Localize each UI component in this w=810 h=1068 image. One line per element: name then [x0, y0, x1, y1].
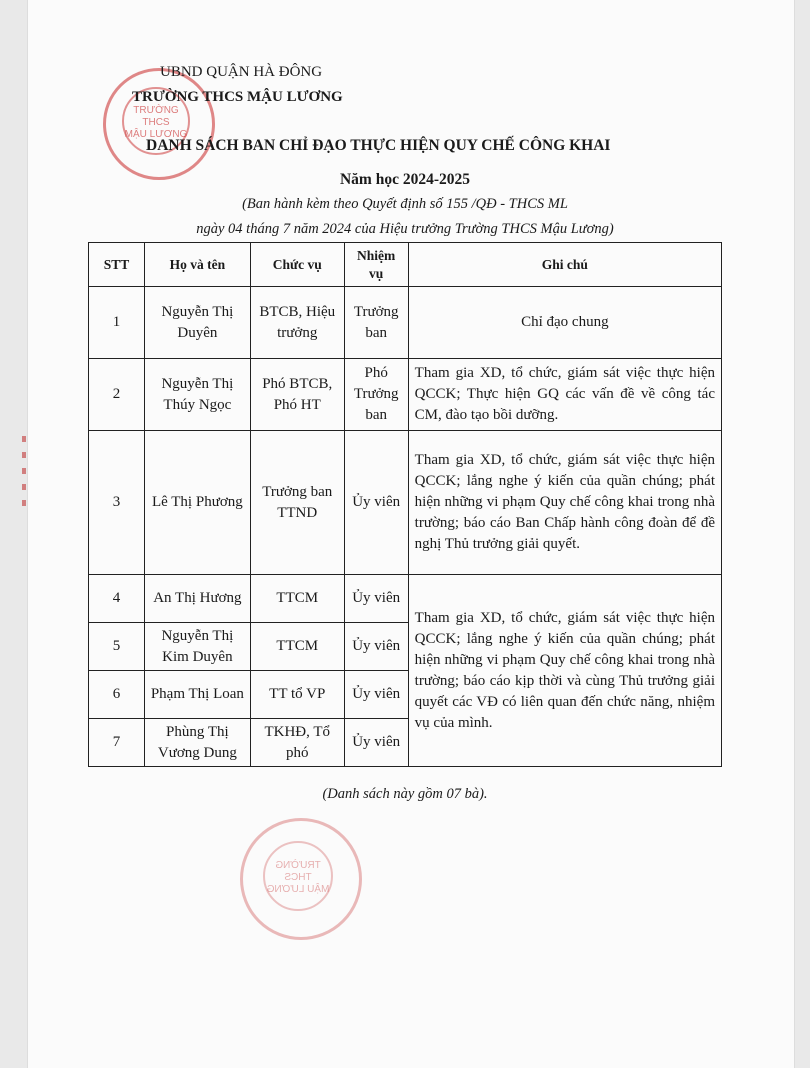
cell-duty: Ủy viên	[344, 719, 408, 767]
cell-name: Lê Thị Phương	[144, 431, 250, 575]
seal-inner-ring: TRƯỜNG THCS MẬU LƯƠNG	[122, 87, 190, 155]
cell-stt: 5	[89, 623, 145, 671]
committee-table	[88, 242, 722, 767]
cell-position: Trưởng ban TTND	[250, 431, 344, 575]
agency-name: UBND QUẬN HÀ ĐÔNG	[160, 64, 323, 80]
cell-note: Tham gia XD, tổ chức, giám sát việc thực hiện QCCK; Thực hiện GQ các vấn đề về công tác CM, đào tạo bồi dưỡng.	[408, 359, 721, 431]
binding-marks	[20, 430, 28, 540]
cell-note-shared: Tham gia XD, tổ chức, giám sát việc thực hiện QCCK; lắng nghe ý kiến của quần chúng; phát hiện những vi phạm Quy chế công khai trong nhà trường; báo cáo kịp thời và cùng Thủ trưởng giải quyết các VĐ có liên quan đến chức năng, nhiệm vụ của mình.	[408, 575, 721, 767]
cell-duty: Ủy viên	[344, 671, 408, 719]
cell-duty: Ủy viên	[344, 623, 408, 671]
cell-position: TT tổ VP	[250, 671, 344, 719]
document-title: DANH SÁCH BAN CHỈ ĐẠO THỰC HIỆN QUY CHẾ CÔNG KHAI	[146, 137, 611, 154]
cell-note: Tham gia XD, tổ chức, giám sát việc thực hiện QCCK; lắng nghe ý kiến của quần chúng; phát hiện những vi phạm Quy chế công khai trong nhà trường; báo cáo Ban Chấp hành công đoàn để đề nghị Thủ trưởng giải quyết.	[408, 431, 721, 575]
col-header-note: Ghi chú	[408, 243, 721, 287]
cell-name: Nguyễn Thị Duyên	[144, 287, 250, 359]
cell-name: Nguyễn Thị Kim Duyên	[144, 623, 250, 671]
col-header-stt: STT	[89, 243, 145, 287]
faint-seal-stamp	[240, 818, 362, 940]
table-row	[89, 287, 722, 359]
table-header-row	[89, 243, 722, 287]
cell-position: Phó BTCB, Phó HT	[250, 359, 344, 431]
decision-reference: (Ban hành kèm theo Quyết định số 155 /QĐ - THCS ML	[242, 196, 568, 212]
col-header-name: Họ và tên	[144, 243, 250, 287]
school-name: TRƯỜNG THCS MẬU LƯƠNG	[132, 89, 343, 105]
cell-duty: Trưởng ban	[344, 287, 408, 359]
faint-seal-inner-ring: TRƯỜNG THCS MẬU LƯƠNG	[263, 841, 333, 911]
cell-duty: Ủy viên	[344, 575, 408, 623]
cell-stt: 3	[89, 431, 145, 575]
cell-stt: 1	[89, 287, 145, 359]
cell-position: TTCM	[250, 575, 344, 623]
cell-name: Nguyễn Thị Thúy Ngọc	[144, 359, 250, 431]
table-row	[89, 359, 722, 431]
table-row	[89, 431, 722, 575]
cell-name: An Thị Hương	[144, 575, 250, 623]
cell-position: TKHĐ, Tổ phó	[250, 719, 344, 767]
cell-position: TTCM	[250, 623, 344, 671]
cell-duty: Ủy viên	[344, 431, 408, 575]
cell-name: Phùng Thị Vương Dung	[144, 719, 250, 767]
cell-note: Chỉ đạo chung	[408, 287, 721, 359]
cell-name: Phạm Thị Loan	[144, 671, 250, 719]
cell-stt: 2	[89, 359, 145, 431]
red-seal-stamp	[103, 68, 215, 180]
list-footer-note: (Danh sách này gồm 07 bà).	[322, 786, 488, 802]
school-year: Năm học 2024-2025	[339, 171, 471, 188]
col-header-duty: Nhiệm vụ	[344, 243, 408, 287]
cell-stt: 7	[89, 719, 145, 767]
decision-date: ngày 04 tháng 7 năm 2024 của Hiệu trưởng Trường THCS Mậu Lương)	[196, 221, 614, 237]
col-header-position: Chức vụ	[250, 243, 344, 287]
cell-position: BTCB, Hiệu trưởng	[250, 287, 344, 359]
table-row	[89, 575, 722, 623]
cell-stt: 4	[89, 575, 145, 623]
cell-stt: 6	[89, 671, 145, 719]
cell-duty: Phó Trưởng ban	[344, 359, 408, 431]
